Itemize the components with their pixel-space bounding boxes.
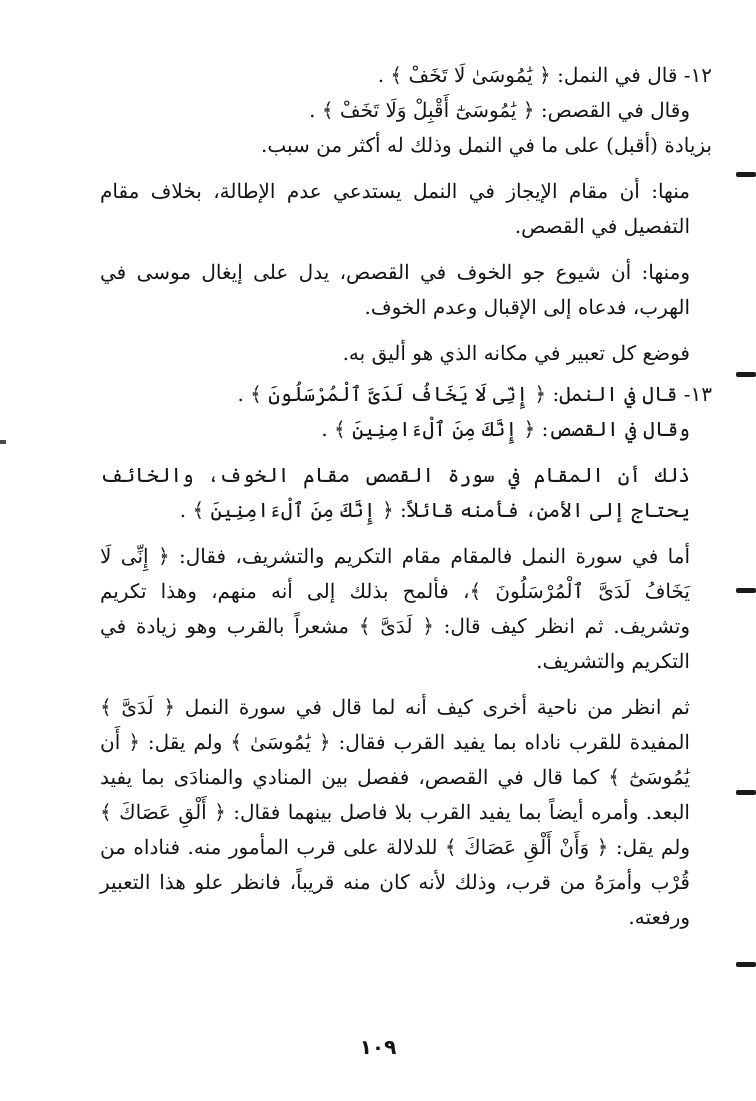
page-edge-mark: [736, 172, 756, 177]
item-12-naml-verse: ١٢- قال في النمل: ﴿ يَٰمُوسَىٰ لَا تَخَفْ ﴾ .: [377, 63, 712, 87]
security-paragraph: ذلك أن المقام في سورة القصص مقام الخوف، والخائف يحتاج إلى الأمن، فأمنه قائلاً: ﴿ إِنَّكَ مِنَ ٱلْءَامِنِينَ ﴾ .: [100, 463, 690, 522]
item-13-naml-verse: ١٣- قال في النمل: ﴿ إِنِّى لَا يَخَافُ لَدَىَّ ٱلْمُرْسَلُونَ ﴾ .: [237, 382, 712, 406]
conclusion-line: فوضع كل تعبير في مكانه الذي هو أليق به.: [342, 341, 690, 365]
reason-brevity-paragraph: منها: أن مقام الإيجاز في النمل يستدعي عدم الإطالة، بخلاف مقام التفصيل في القصص.: [100, 179, 690, 238]
page-edge-mark: [736, 962, 756, 967]
page-edge-mark: [736, 790, 756, 795]
item-13-qasas-verse: وقال في القصص: ﴿ إِنَّكَ مِنَ ٱلْءَامِنِينَ ﴾ .: [321, 417, 690, 441]
item-12-addition-note: بزيادة (أقبل) على ما في النمل وذلك له أكثر من سبب.: [261, 133, 712, 157]
page-edge-mark: [0, 440, 6, 444]
page-edge-mark: [736, 588, 756, 593]
honour-paragraph: أما في سورة النمل فالمقام مقام التكريم والتشريف، فقال: ﴿ إِنِّى لَا يَخَافُ لَدَىَّ ٱلْمُرْسَلُونَ ﴾، فألمح بذلك إلى أنه منهم، وهذا تكريم وتشريف. ثم انظر كيف قال: ﴿ لَدَىَّ ﴾ مشعراً بالقرب وهو زيادة في التكريم والتشريف.: [100, 544, 690, 673]
nearness-paragraph: ثم انظر من ناحية أخرى كيف أنه لما قال في سورة النمل ﴿ لَدَىَّ ﴾ المفيدة للقرب ناداه بما يفيد القرب فقال: ﴿ يَٰمُوسَىٰ ﴾ ولم يقل: ﴿ أَن يَٰمُوسَىٰٓ ﴾ كما قال في القصص، ففصل بين المنادي والمنادَى بما يفيد البعد. وأمره أيضاً بما يفيد القرب بلا فاصل بينهما فقال: ﴿ أَلْقِ عَصَاكَ ﴾ ولم يقل: ﴿ وَأَنْ أَلْقِ عَصَاكَ ﴾ للدلالة على قرب المأمور منه. فناداه من قُرْب وأمرَهُ من قرب، وذلك لأنه كان منه قريباً، فانظر علو هذا التعبير ورفعته.: [100, 695, 690, 929]
page-edge-mark: [736, 372, 756, 377]
reason-fear-paragraph: ومنها: أن شيوع جو الخوف في القصص، يدل على إيغال موسى في الهرب، فدعاه إلى الإقبال وعدم الخوف.: [100, 260, 690, 319]
page-number: ١٠٩: [359, 1035, 397, 1059]
page-text-column: [100, 58, 712, 935]
item-12-qasas-verse: وقال في القصص: ﴿ يَٰمُوسَىٰٓ أَقْبِلْ وَلَا تَخَفْ ﴾ .: [309, 98, 690, 122]
